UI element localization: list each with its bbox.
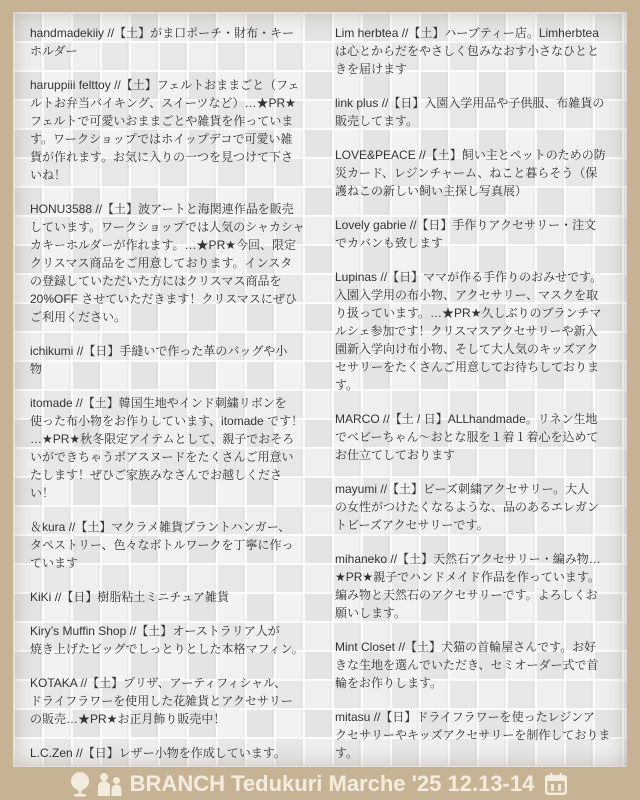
separator: // [54,590,62,604]
separator: // [381,96,389,110]
entry-text: セサリーをたくさんご用意してお待ちしておりま [335,360,600,374]
separator: // [380,482,388,496]
entry-line [335,480,627,498]
entry-text: の販売…★PR★お正月飾り販売中！ [30,712,226,726]
entry-text: いができちゃうボアスヌードをたくさんご用意い [30,450,294,464]
day-label: 【日】 [83,344,120,358]
entry-text: …★PR★秋冬限定アイテムとして、親子でおそろ [30,432,295,446]
entry-text: す。 [335,746,359,760]
entry-line [30,466,322,484]
event-name: Tedukuri Marche [231,770,406,796]
entry-text: 樹脂粘土ミニチュア雑貨 [97,590,230,604]
entry-text: きな生地を選んでいただき、セミオーダー式で首 [335,658,599,672]
day-label: 【土 / 日】 [389,412,448,426]
entry-text: 物 [30,362,43,376]
entry-text: 災カード、レジンチャーム、ねこと暮らそう（保 [335,166,598,180]
entry-line [30,484,322,502]
separator: // [398,640,406,654]
entry-text: 園新入学向け布小物、そして大人気のキッズアク [335,342,599,356]
day-label: 【土】 [114,26,151,40]
vendor-column-right [335,24,627,766]
entry-text: でカバンも致します [335,236,444,250]
separator: // [80,676,88,690]
entry-line [335,376,627,394]
entry-text: しています。ワークショップでは人気のシャカシャ [30,220,305,234]
entry-text: いね！ [30,168,67,182]
entry-text: きを届けます [335,62,408,76]
vendor-name: itomade [30,396,73,410]
entry-text: マクラメ雑貨プラントハンガー、 [111,520,291,534]
day-label: 【土】 [425,148,462,162]
entry-text: タペストリー、色々なボトルワークを丁寧に作っ [30,538,294,552]
entry-line [335,268,627,286]
entry-text: トビーズアクセサリーです。 [335,518,489,532]
vendor-name: ＆kura [30,520,66,534]
vendor-entry [30,200,322,326]
entry-line [30,710,322,728]
entry-text: 波アートと海関連作品を販売 [138,202,294,216]
vendor-name: mitasu [335,710,371,724]
vendor-entry [335,550,627,622]
entry-text: は心とからだをやさしく包みなおす小さなひとと [335,44,600,58]
entry-line [335,586,627,604]
people-icon [96,772,124,796]
vendor-entry [335,708,627,762]
entry-text: ルトお弁当バイキング、スイーツなど）…★PR★ [30,96,296,110]
entry-line [30,430,322,448]
day-label: 【土】 [387,482,424,496]
entry-line [335,42,627,60]
vendor-name: KiKi [30,590,52,604]
entry-line [335,638,627,656]
entry-line [335,708,627,726]
entry-text: レザー小物を作成しています。 [118,746,286,760]
separator: // [409,218,417,232]
entry-text: 韓国生地やインド刺繍リボンを [118,396,287,410]
entry-line [335,286,627,304]
entry-line [30,308,322,326]
entry-text: す。ワークショップではホイップデコで可愛い雑 [30,132,293,146]
entry-line [335,216,627,234]
separator: // [401,26,409,40]
entry-line [30,148,322,166]
entry-text: 20%OFF させていただきます！クリスマスにぜひ [30,292,297,306]
entry-line [30,290,322,308]
entry-text: 入園入学用の布小物、アクセサリー、マスクを取 [335,288,599,302]
separator: // [373,710,381,724]
entry-line [30,622,322,640]
entry-line [30,166,322,184]
day-label: 【日】 [416,218,453,232]
entry-line [30,254,322,272]
entry-text: ALLhandmade。リネン生地 [447,412,598,426]
tree-icon [68,771,92,797]
vendor-entry [30,342,322,378]
entry-line [30,94,322,112]
entry-line [335,182,627,200]
entry-line [335,164,627,182]
separator: // [390,552,398,566]
vendor-name: Lupinas [335,270,378,284]
entry-line [335,410,627,428]
entry-line [30,130,322,148]
entry-text: 輪をお作りします。 [335,676,443,690]
entry-text: がま口ポーチ・財布・キー [150,26,295,40]
event-year: '25 [411,770,442,796]
entry-text: カキーホルダーが作れます。…★PR★今回、限定 [30,238,296,252]
entry-text: 使った布小物をお作りしています、itomade です！ [30,414,304,428]
vendor-name: KOTAKA [30,676,78,690]
entry-line [335,24,627,42]
vendor-name: handmadekiiy [30,26,105,40]
entry-line [30,554,322,572]
entry-text: す。 [335,378,359,392]
vendor-column-left [30,24,322,766]
entry-text: 編み物と天然石のアクセサリーです。よろしくお [335,588,598,602]
entry-text: 護ねこの新しい飼い主探し写真展） [335,184,528,198]
separator: // [383,412,390,426]
vendor-name: Mint Closet [335,640,396,654]
entry-text: 入園入学用品や子供服、布雑貨の [424,96,605,110]
entry-text: ★PR★親子でハンドメイド作品を作っています。 [335,570,600,584]
day-label: 【土】 [397,552,434,566]
entry-line [30,342,322,360]
entry-line [335,498,627,516]
day-label: 【日】 [380,710,417,724]
separator: // [76,396,83,410]
brand-name: BRANCH [129,770,225,796]
entry-text: オーストラリア人が [172,624,280,638]
entry-line [30,412,322,430]
entry-line [335,428,627,446]
vendor-entry [30,744,322,762]
entry-text: でベビーちゃん～おとな服を１着１着心を込めて [335,430,599,444]
vendor-name: L.C.Zen [30,746,73,760]
entry-text: プリザ、アーティフィシャル、 [123,676,287,690]
vendor-name: Lim herbtea [335,26,399,40]
vendor-name: Kiry’s Muffin Shop [30,624,127,638]
entry-text: ハーブティー店。Limherbtea [444,26,599,40]
entry-text: たします！ぜひご家族みなさんでお越しくださ [30,468,283,482]
vendor-entry [335,146,627,200]
entry-line [30,448,322,466]
vendor-name: MARCO [335,412,380,426]
entry-text: 飼い主とペットのための防 [461,148,606,162]
entry-line [30,360,322,378]
day-label: 【土】 [136,624,173,638]
separator: // [76,344,84,358]
footer [0,767,640,800]
vendor-name: HONU3588 [30,202,93,216]
day-label: 【土】 [102,202,139,216]
entry-text: ドライフラワーを使用した花雑貨とアクセサリー [30,694,293,708]
vendor-name: haruppiii felttoy [30,78,111,92]
entry-text: お仕立てしております [335,448,456,462]
entry-text: 手縫いで作った革のバッグや小 [119,344,288,358]
day-label: 【土】 [408,26,445,40]
day-label: 【土】 [120,78,157,92]
entry-line [335,60,627,78]
entry-line [30,24,322,42]
entry-text: 手作りアクセサリー・注文 [452,218,597,232]
entry-line [335,146,627,164]
vendor-name: ichikumi [30,344,74,358]
entry-line [335,446,627,464]
vendor-entry [30,24,322,60]
separator: // [114,78,121,92]
entry-line [335,568,627,586]
vendor-name: mihaneko [335,552,388,566]
day-label: 【日】 [82,746,119,760]
entry-text: フェルトで可愛いおままごとや雑貨を作っていま [30,114,294,128]
entry-text: の登録していただいた方にはクリスマス商品を [30,274,282,288]
separator: // [380,270,388,284]
entry-line [335,94,627,112]
day-label: 【土】 [87,676,124,690]
entry-line [30,536,322,554]
entry-line [30,394,322,412]
vendor-entry [335,94,627,130]
separator: // [95,202,103,216]
entry-line [30,76,322,94]
entry-line [335,604,627,622]
separator: // [68,520,76,534]
entry-text: 焼き上げたビッグでしっとりとした本格マフィン。 [30,642,304,656]
entry-line [30,200,322,218]
day-label: 【日】 [388,96,425,110]
entry-text: ています [30,556,79,570]
day-label: 【日】 [387,270,424,284]
entry-text: 願いします。 [335,606,407,620]
vendor-entry [335,638,627,692]
entry-text: ご利用ください。 [30,310,127,324]
entry-line [335,726,627,744]
entry-line [30,640,322,658]
entry-text: り扱っています。…★PR★久しぶりのブランチマ [335,306,602,320]
event-title [130,771,535,797]
entry-text: ドライフラワーを使ったレジンア [416,710,596,724]
entry-text: い！ [30,486,55,500]
day-label: 【土】 [82,396,119,410]
vendor-name: LOVE&PEACE [335,148,416,162]
entry-line [335,340,627,358]
vendor-entry [30,622,322,658]
entry-line [335,656,627,674]
vendor-entry [30,394,322,502]
vendor-entry [335,410,627,464]
entry-text: クセサリーやキッズアクセサリーを制作しておりま [335,728,611,742]
entry-text: 天然石アクセサリー・編み物… [433,552,601,566]
entry-line [30,744,322,762]
entry-line [30,588,322,606]
entry-line [30,112,322,130]
entry-line [335,358,627,376]
entry-text: ルシェ参加です！クリスマスアクセサリーや新入 [335,324,598,338]
entry-line [30,692,322,710]
separator: // [107,26,115,40]
vendor-entry [30,588,322,606]
entry-text: の女性がつけたくなるような、品のあるエレガン [335,500,600,514]
entry-text: 犬猫の首輪屋さんです。お好 [441,640,597,654]
entry-text: フェルトおままごと（フェ [156,78,300,92]
entry-line [30,674,322,692]
vendor-entry [335,24,627,78]
event-dates: 12.13-14 [447,770,535,796]
entry-line [30,518,322,536]
separator: // [76,746,83,760]
vendor-entry [335,480,627,534]
entry-line [335,112,627,130]
entry-line [335,516,627,534]
vendor-entry [30,518,322,572]
vendor-name: Lovely gabrie [335,218,407,232]
calendar-icon [544,772,568,796]
entry-line [335,304,627,322]
day-label: 【土】 [75,520,112,534]
entry-line [335,674,627,692]
entry-line [30,272,322,290]
entry-text: 貨が作れます。お気に入りの一つを見つけて下さ [30,150,294,164]
separator: // [129,624,137,638]
entry-line [335,322,627,340]
entry-line [30,42,322,60]
vendor-name: link plus [335,96,379,110]
separator: // [419,148,426,162]
entry-text: ママが作る手作りのおみせです。 [423,270,603,284]
day-label: 【日】 [61,590,98,604]
entry-line [335,234,627,252]
vendor-entry [30,76,322,184]
entry-text: クリスマス商品をご用意しております。インスタ [30,256,293,270]
vendor-entry [30,674,322,728]
vendor-name: mayumi [335,482,378,496]
entry-line [30,236,322,254]
entry-line [335,550,627,568]
entry-text: ビーズ刺繍アクセサリー。大人 [423,482,590,496]
vendor-entry [335,216,627,252]
day-label: 【土】 [405,640,442,654]
entry-text: ホルダー [30,44,78,58]
entry-line [30,218,322,236]
vendor-entry [335,268,627,394]
entry-text: 販売してます。 [335,114,419,128]
entry-line [335,744,627,762]
